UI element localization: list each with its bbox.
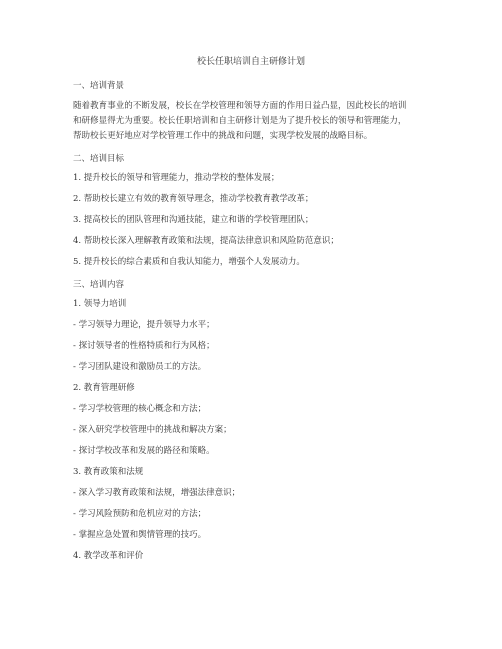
- content-subheading: 2. 教育管理研修: [73, 383, 135, 393]
- content-item: - 学习学校管理的核心概念和方法；: [73, 404, 207, 414]
- goal-item: 1. 提升校长的领导和管理能力，推动学校的整体发展；: [73, 173, 280, 183]
- section-heading-goals: 二、培训目标: [73, 154, 125, 164]
- goal-item: 3. 提高校长的团队管理和沟通技能，建立和谐的学校管理团队；: [73, 215, 314, 225]
- content-item: - 探讨领导者的性格特质和行为风格；: [73, 341, 215, 351]
- goal-item: 5. 提升校长的综合素质和自我认知能力，增强个人发展动力。: [73, 257, 305, 267]
- content-item: - 深入研究学校管理中的挑战和解决方案；: [73, 425, 232, 435]
- content-item: - 学习团队建设和激励员工的方法。: [73, 362, 207, 372]
- section-heading-content: 三、培训内容: [73, 280, 125, 290]
- content-subheading: 1. 领导力培训: [73, 299, 127, 309]
- content-item: - 掌握应急处置和舆情管理的技巧。: [73, 530, 207, 540]
- paragraph-line: 随着教育事业的不断发展，校长在学校管理和领导方面的作用日益凸显，因此校长的培训: [73, 101, 407, 111]
- content-item: - 探讨学校改革和发展的路径和策略。: [73, 446, 215, 456]
- paragraph-line: 和研修显得尤为重要。校长任职培训和自主研修计划是为了提升校长的领导和管理能力，: [73, 116, 407, 126]
- content-subheading: 3. 教育政策和法规: [73, 467, 144, 477]
- paragraph-line: 帮助校长更好地应对学校管理工作中的挑战和问题，实现学校发展的战略目标。: [73, 131, 373, 141]
- section-heading-background: 一、培训背景: [73, 81, 125, 91]
- content-item: - 学习领导力理论，提升领导力水平；: [73, 320, 215, 330]
- content-item: - 深入学习教育政策和法规，增强法律意识；: [73, 488, 241, 498]
- goal-item: 4. 帮助校长深入理解教育政策和法规，提高法律意识和风险防范意识；: [73, 236, 339, 246]
- document-title: 校长任职培训自主研修计划: [196, 57, 305, 67]
- content-item: - 学习风险预防和危机应对的方法；: [73, 509, 207, 519]
- content-subheading: 4. 教学改革和评价: [73, 551, 144, 561]
- goal-item: 2. 帮助校长建立有效的教育领导理念，推动学校教育教学改革；: [73, 194, 314, 204]
